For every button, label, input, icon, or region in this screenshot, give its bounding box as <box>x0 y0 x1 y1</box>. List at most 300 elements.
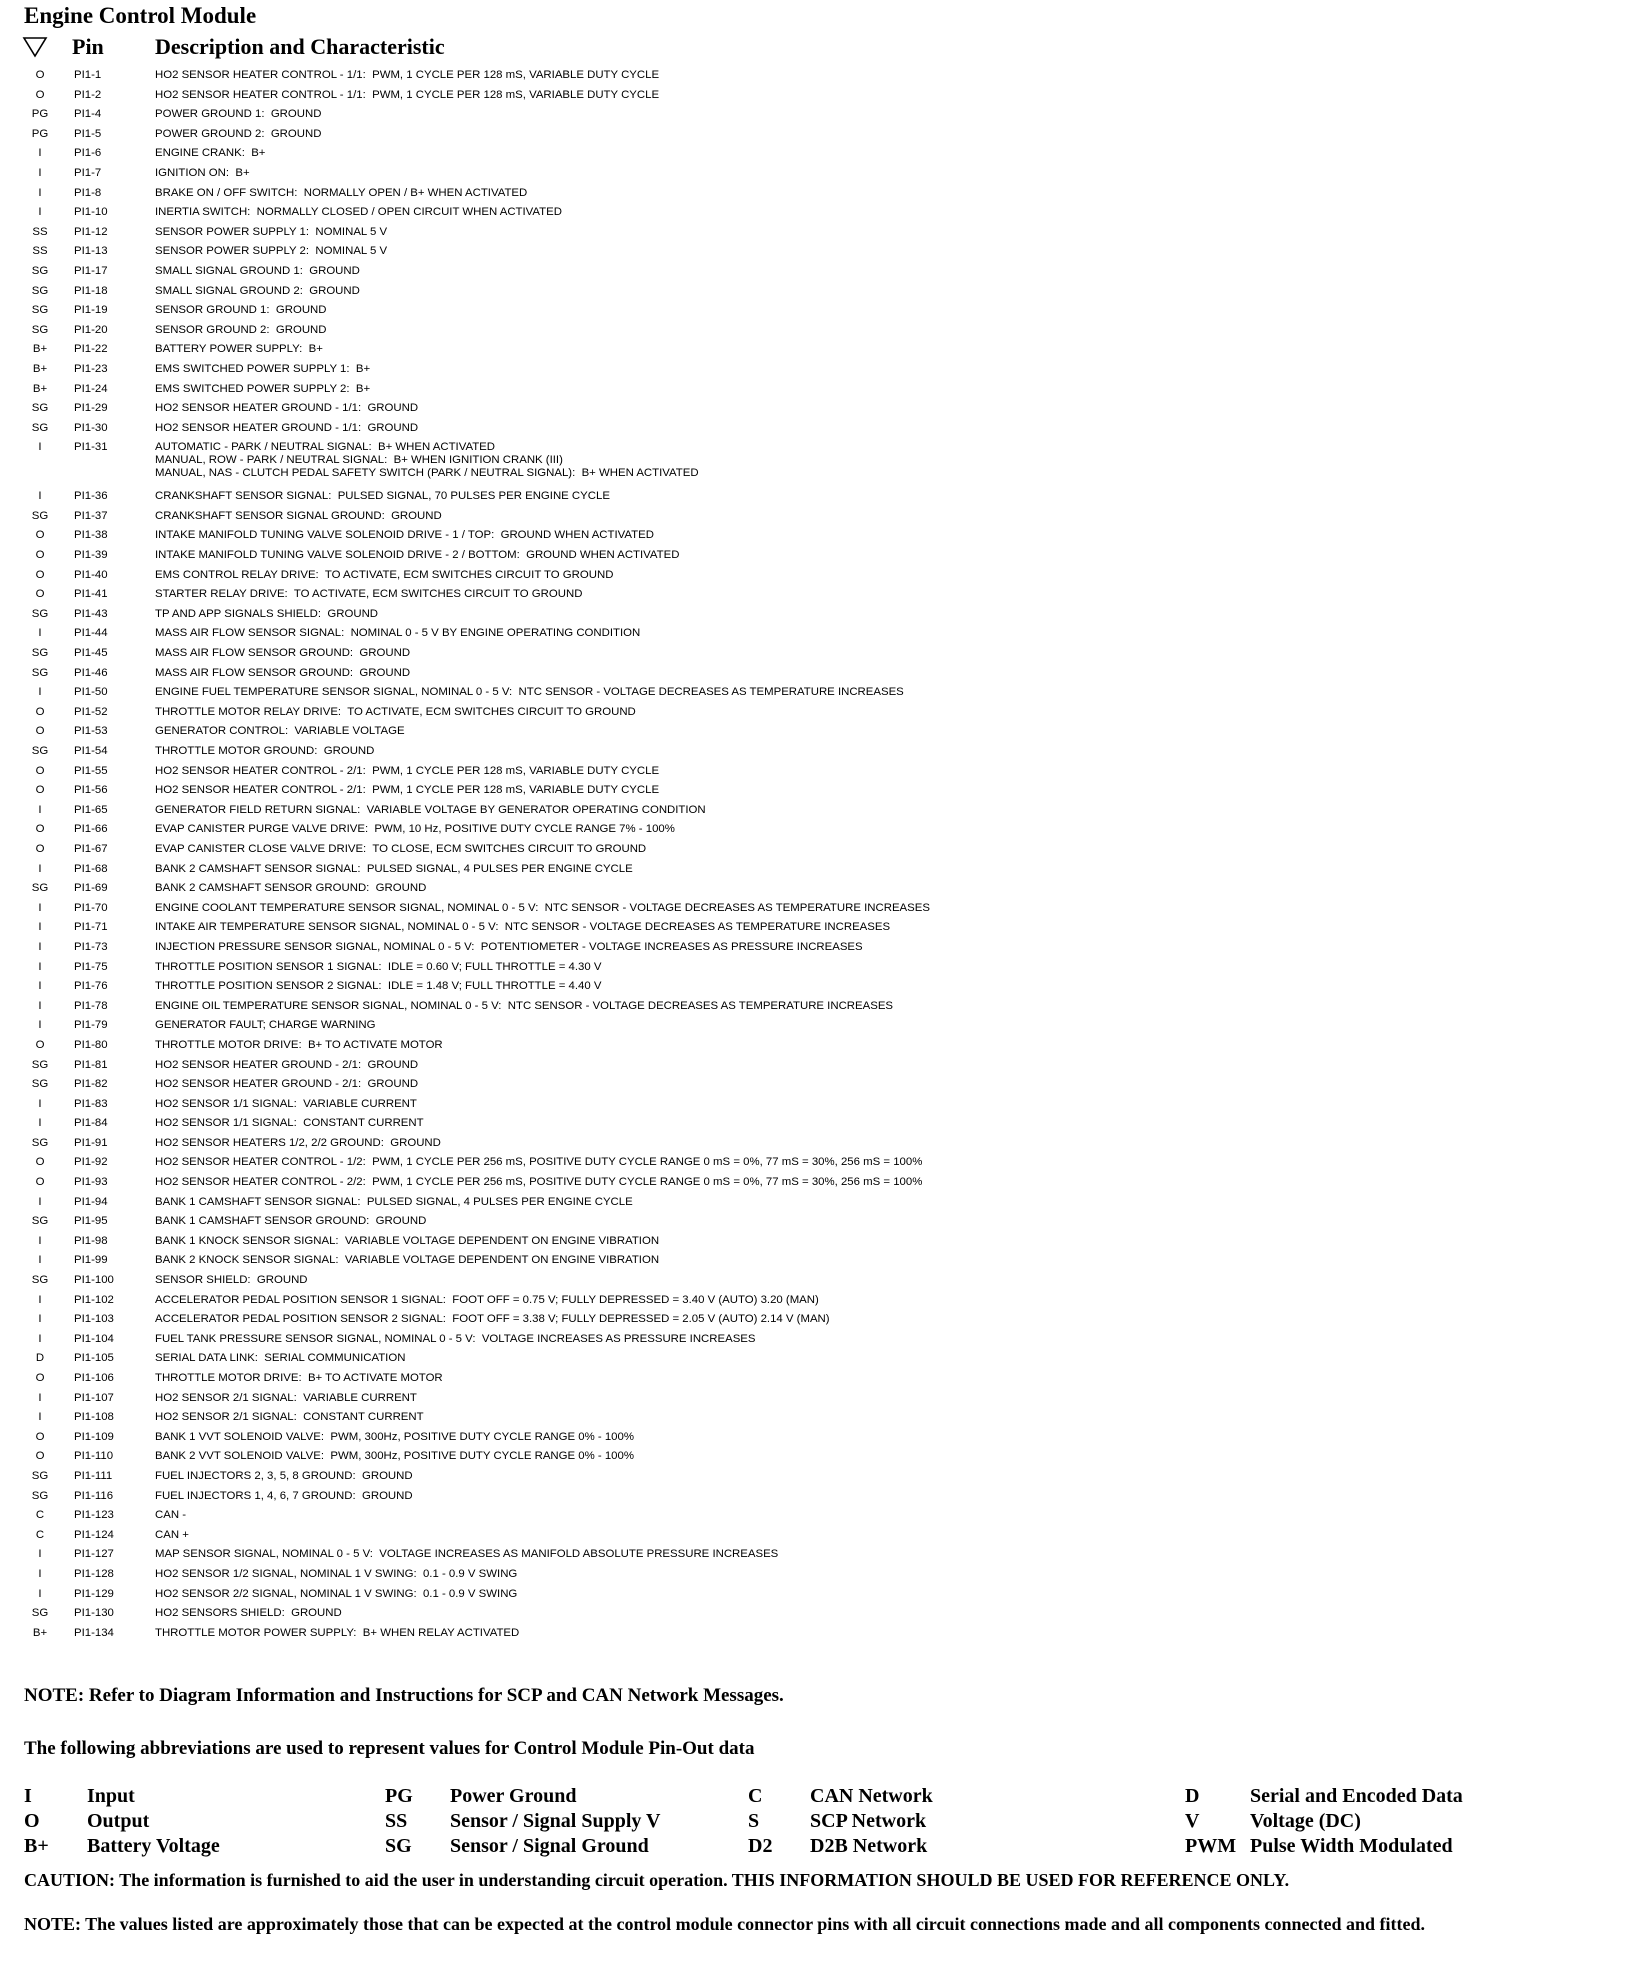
table-row <box>0 781 1632 801</box>
table-row <box>0 438 1632 487</box>
table-row <box>0 203 1632 223</box>
table-row <box>0 1565 1632 1585</box>
pin-type: SG <box>31 1607 49 1620</box>
pin-number: PI1-109 <box>74 1430 114 1443</box>
pin-type: I <box>38 206 42 219</box>
table-row <box>0 66 1632 86</box>
pin-description: GENERATOR CONTROL: VARIABLE VOLTAGE <box>155 725 405 738</box>
pin-type: O <box>35 705 45 718</box>
pin-description: HO2 SENSOR HEATER GROUND - 2/1: GROUND <box>155 1058 419 1071</box>
table-row <box>0 164 1632 184</box>
table-row <box>0 1310 1632 1330</box>
abbreviation-item <box>24 1834 344 1859</box>
pin-description: CRANKSHAFT SENSOR SIGNAL: PULSED SIGNAL, 70 PULSES PER ENGINE CYCLE <box>155 490 610 503</box>
pin-number: PI1-134 <box>74 1626 114 1639</box>
pin-description: EMS CONTROL RELAY DRIVE: TO ACTIVATE, ECM SWITCHES CIRCUIT TO GROUND <box>155 568 614 581</box>
pin-number: PI1-102 <box>74 1293 114 1306</box>
pin-type: O <box>35 1450 45 1463</box>
pin-description: INTAKE AIR TEMPERATURE SENSOR SIGNAL, NOMINAL 0 - 5 V: NTC SENSOR - VOLTAGE DECREASES AS TEMPERATURE INCREASES <box>155 921 891 934</box>
pin-number: PI1-23 <box>74 362 108 375</box>
table-row <box>0 1271 1632 1291</box>
pin-number: PI1-68 <box>74 862 108 875</box>
table-row <box>0 1212 1632 1232</box>
abbreviation-item <box>748 1834 1148 1859</box>
pin-description: HO2 SENSOR 2/1 SIGNAL: VARIABLE CURRENT <box>155 1391 417 1404</box>
pin-description: THROTTLE MOTOR DRIVE: B+ TO ACTIVATE MOTOR <box>155 1038 443 1051</box>
pin-description: CRANKSHAFT SENSOR SIGNAL GROUND: GROUND <box>155 509 442 522</box>
pin-number: PI1-104 <box>74 1332 114 1345</box>
pin-type: SG <box>31 882 49 895</box>
pin-type: I <box>38 490 42 503</box>
table-row <box>0 282 1632 302</box>
abbreviation-item <box>1185 1834 1605 1859</box>
pin-type: I <box>38 960 42 973</box>
pin-number: PI1-73 <box>74 940 108 953</box>
abbreviation-meaning: Sensor / Signal Supply V <box>450 1810 661 1832</box>
table-row <box>0 1232 1632 1252</box>
pin-number: PI1-130 <box>74 1607 114 1620</box>
pin-number: PI1-100 <box>74 1274 114 1287</box>
pin-description: EMS SWITCHED POWER SUPPLY 2: B+ <box>155 382 371 395</box>
abbreviation-meaning: CAN Network <box>810 1785 933 1807</box>
pin-type: I <box>38 1548 42 1561</box>
pin-type: O <box>35 1176 45 1189</box>
pin-description: BANK 2 VVT SOLENOID VALVE: PWM, 300Hz, POSITIVE DUTY CYCLE RANGE 0% - 100% <box>155 1450 634 1463</box>
pin-description: BANK 1 CAMSHAFT SENSOR GROUND: GROUND <box>155 1215 427 1228</box>
pin-number: PI1-94 <box>74 1195 108 1208</box>
pin-number: PI1-50 <box>74 686 108 699</box>
pin-description: SMALL SIGNAL GROUND 1: GROUND <box>155 264 360 277</box>
pin-type: I <box>38 1567 42 1580</box>
table-row <box>0 507 1632 527</box>
table-row <box>0 1251 1632 1271</box>
table-row <box>0 1624 1632 1644</box>
pin-number: PI1-67 <box>74 842 108 855</box>
table-row <box>0 1408 1632 1428</box>
pin-description: SENSOR GROUND 2: GROUND <box>155 323 327 336</box>
pin-type: I <box>38 1117 42 1130</box>
pin-number: PI1-43 <box>74 607 108 620</box>
pin-type: O <box>35 1430 45 1443</box>
table-row <box>0 1114 1632 1134</box>
pin-type: SG <box>31 1078 49 1091</box>
pin-description: THROTTLE MOTOR POWER SUPPLY: B+ WHEN RELAY ACTIVATED <box>155 1626 520 1639</box>
pin-type: O <box>35 842 45 855</box>
table-row <box>0 762 1632 782</box>
abbreviation-meaning: Battery Voltage <box>87 1835 220 1857</box>
pin-type: O <box>35 88 45 101</box>
table-row <box>0 1134 1632 1154</box>
pin-number: PI1-78 <box>74 999 108 1012</box>
table-row <box>0 722 1632 742</box>
pin-description: GENERATOR FIELD RETURN SIGNAL: VARIABLE VOLTAGE BY GENERATOR OPERATING CONDITION <box>155 803 706 816</box>
pin-type: B+ <box>32 362 48 375</box>
pin-description: BANK 1 VVT SOLENOID VALVE: PWM, 300Hz, POSITIVE DUTY CYCLE RANGE 0% - 100% <box>155 1430 634 1443</box>
abbreviation-meaning: Pulse Width Modulated <box>1250 1835 1453 1857</box>
pin-number: PI1-95 <box>74 1215 108 1228</box>
pin-description: MASS AIR FLOW SENSOR GROUND: GROUND <box>155 666 411 679</box>
abbreviation-code: I <box>24 1785 32 1807</box>
abbreviation-item <box>385 1784 735 1809</box>
pin-description: HO2 SENSOR 1/2 SIGNAL, NOMINAL 1 V SWING: 0.1 - 0.9 V SWING <box>155 1567 518 1580</box>
pin-description: SENSOR POWER SUPPLY 2: NOMINAL 5 V <box>155 245 388 258</box>
pin-description: HO2 SENSOR HEATER CONTROL - 1/1: PWM, 1 CYCLE PER 128 mS, VARIABLE DUTY CYCLE <box>155 88 660 101</box>
table-row <box>0 1153 1632 1173</box>
pin-type: SG <box>31 607 49 620</box>
abbreviations-column-3 <box>748 1784 1148 1859</box>
table-row <box>0 1075 1632 1095</box>
pin-description: ACCELERATOR PEDAL POSITION SENSOR 1 SIGNAL: FOOT OFF = 0.75 V; FULLY DEPRESSED = 3.40 V (AUTO) 3.20 (MAN) <box>155 1293 819 1306</box>
table-row <box>0 526 1632 546</box>
abbreviations-intro: The following abbreviations are used to represent values for Control Module Pin-Out data <box>24 1738 755 1759</box>
abbreviation-code: PG <box>385 1785 413 1807</box>
abbreviation-code: B+ <box>24 1835 49 1857</box>
pin-type: I <box>38 1313 42 1326</box>
pin-type: O <box>35 529 45 542</box>
pin-number: PI1-19 <box>74 304 108 317</box>
pin-number: PI1-13 <box>74 245 108 258</box>
pin-type: O <box>35 725 45 738</box>
pin-type: SG <box>31 647 49 660</box>
table-row <box>0 860 1632 880</box>
pin-description: INERTIA SWITCH: NORMALLY CLOSED / OPEN CIRCUIT WHEN ACTIVATED <box>155 206 562 219</box>
table-row <box>0 1447 1632 1467</box>
pin-number: PI1-54 <box>74 745 108 757</box>
pin-type: SG <box>31 745 49 757</box>
column-header-description: Description and Characteristic <box>155 34 445 59</box>
pin-description: HO2 SENSOR HEATER CONTROL - 1/1: PWM, 1 CYCLE PER 128 mS, VARIABLE DUTY CYCLE <box>155 69 660 81</box>
pin-number: PI1-81 <box>74 1058 108 1071</box>
table-row <box>0 938 1632 958</box>
pin-number: PI1-111 <box>74 1469 113 1482</box>
pin-description: TP AND APP SIGNALS SHIELD: GROUND <box>155 607 379 620</box>
pin-number: PI1-40 <box>74 568 108 581</box>
table-row <box>0 1389 1632 1409</box>
pin-type: SG <box>31 1136 49 1149</box>
pin-description: HO2 SENSOR HEATER CONTROL - 2/1: PWM, 1 CYCLE PER 128 mS, VARIABLE DUTY CYCLE <box>155 764 660 777</box>
abbreviation-code: D2 <box>748 1835 773 1857</box>
table-row <box>0 487 1632 507</box>
pin-type: SG <box>31 509 49 522</box>
pin-description: BANK 2 KNOCK SENSOR SIGNAL: VARIABLE VOLTAGE DEPENDENT ON ENGINE VIBRATION <box>155 1254 660 1267</box>
pin-type: I <box>38 147 42 160</box>
table-row <box>0 918 1632 938</box>
table-row <box>0 1291 1632 1311</box>
table-row <box>0 1056 1632 1076</box>
pin-description: ACCELERATOR PEDAL POSITION SENSOR 2 SIGNAL: FOOT OFF = 3.38 V; FULLY DEPRESSED = 2.05 V (AUTO) 2.14 V (MAN) <box>155 1313 830 1326</box>
pin-number: PI1-93 <box>74 1176 108 1189</box>
pin-number: PI1-70 <box>74 901 108 914</box>
pin-number: PI1-1 <box>74 69 102 81</box>
pin-number: PI1-91 <box>74 1136 108 1149</box>
pin-number: PI1-37 <box>74 509 108 522</box>
table-row <box>0 144 1632 164</box>
table-row <box>0 566 1632 586</box>
pin-description: INTAKE MANIFOLD TUNING VALVE SOLENOID DRIVE - 1 / TOP: GROUND WHEN ACTIVATED <box>155 529 654 542</box>
pin-table <box>0 66 1632 1643</box>
table-row <box>0 605 1632 625</box>
pin-number: PI1-8 <box>74 186 102 199</box>
abbreviation-code: S <box>748 1810 760 1832</box>
pin-description: HO2 SENSOR HEATER CONTROL - 2/2: PWM, 1 CYCLE PER 256 mS, POSITIVE DUTY CYCLE RANGE 0 mS = 0%, 77 mS = 30%, 256 mS = 100% <box>155 1176 923 1189</box>
pin-number: PI1-124 <box>74 1528 114 1541</box>
pin-description: HO2 SENSOR 1/1 SIGNAL: CONSTANT CURRENT <box>155 1117 424 1130</box>
pin-description: INTAKE MANIFOLD TUNING VALVE SOLENOID DRIVE - 2 / BOTTOM: GROUND WHEN ACTIVATED <box>155 549 680 562</box>
pin-description: SENSOR SHIELD: GROUND <box>155 1274 308 1287</box>
pin-number: PI1-84 <box>74 1117 108 1130</box>
table-row <box>0 321 1632 341</box>
pin-description: BANK 1 CAMSHAFT SENSOR SIGNAL: PULSED SIGNAL, 4 PULSES PER ENGINE CYCLE <box>155 1195 633 1208</box>
abbreviations-column-2 <box>385 1784 735 1859</box>
pin-number: PI1-22 <box>74 343 108 356</box>
pin-type: O <box>35 823 45 836</box>
pin-number: PI1-18 <box>74 284 108 297</box>
pin-number: PI1-44 <box>74 627 108 640</box>
abbreviation-meaning: Output <box>87 1810 150 1832</box>
pin-type: C <box>35 1509 45 1522</box>
pin-number: PI1-36 <box>74 490 108 503</box>
table-row <box>0 1349 1632 1369</box>
abbreviation-code: C <box>748 1785 763 1807</box>
pin-type: SG <box>31 666 49 679</box>
pin-number: PI1-29 <box>74 402 108 415</box>
pin-number: PI1-92 <box>74 1156 108 1169</box>
pin-description: THROTTLE MOTOR GROUND: GROUND <box>155 745 375 757</box>
pin-type: O <box>35 1038 45 1051</box>
abbreviation-meaning: D2B Network <box>810 1835 928 1857</box>
pin-description: MASS AIR FLOW SENSOR GROUND: GROUND <box>155 647 411 660</box>
pin-number: PI1-66 <box>74 823 108 836</box>
abbreviation-item <box>748 1809 1148 1834</box>
pin-type: C <box>35 1528 45 1541</box>
table-row <box>0 184 1632 204</box>
pin-type: SG <box>31 264 49 277</box>
pin-number: PI1-116 <box>74 1489 114 1502</box>
table-row <box>0 301 1632 321</box>
pin-type: SG <box>31 1274 49 1287</box>
pin-number: PI1-45 <box>74 647 108 660</box>
table-row <box>0 1604 1632 1624</box>
abbreviation-meaning: Serial and Encoded Data <box>1250 1785 1463 1807</box>
table-row <box>0 997 1632 1017</box>
table-row <box>0 360 1632 380</box>
pin-description: HO2 SENSOR 2/2 SIGNAL, NOMINAL 1 V SWING: 0.1 - 0.9 V SWING <box>155 1587 518 1600</box>
pin-description: HO2 SENSOR HEATER GROUND - 2/1: GROUND <box>155 1078 419 1091</box>
pin-description: HO2 SENSOR HEATER CONTROL - 2/1: PWM, 1 CYCLE PER 128 mS, VARIABLE DUTY CYCLE <box>155 784 660 797</box>
pin-number: PI1-5 <box>74 127 102 140</box>
pin-type: I <box>38 1019 42 1032</box>
abbreviations-column-4 <box>1185 1784 1605 1859</box>
pin-type: O <box>35 1372 45 1384</box>
pin-number: PI1-4 <box>74 108 102 121</box>
pin-number: PI1-39 <box>74 549 108 562</box>
table-row <box>0 1585 1632 1605</box>
pin-number: PI1-83 <box>74 1097 108 1110</box>
table-row <box>0 546 1632 566</box>
pin-type: I <box>38 980 42 993</box>
pin-type: I <box>38 1587 42 1600</box>
pin-number: PI1-71 <box>74 921 108 934</box>
pin-number: PI1-127 <box>74 1548 114 1561</box>
pin-description: EMS SWITCHED POWER SUPPLY 1: B+ <box>155 362 371 375</box>
values-note: NOTE: The values listed are approximately those that can be expected at the control module connector pins with all circuit connections made and all components connected and fitted. <box>24 1914 1425 1934</box>
pin-description: POWER GROUND 2: GROUND <box>155 127 322 140</box>
abbreviation-meaning: Power Ground <box>450 1785 577 1807</box>
table-row <box>0 820 1632 840</box>
pin-number: PI1-31 <box>74 441 108 454</box>
table-row <box>0 105 1632 125</box>
pin-description: SENSOR GROUND 1: GROUND <box>155 304 327 317</box>
pin-number: PI1-10 <box>74 206 108 219</box>
pin-description: THROTTLE MOTOR RELAY DRIVE: TO ACTIVATE, ECM SWITCHES CIRCUIT TO GROUND <box>155 705 636 718</box>
pin-number: PI1-69 <box>74 882 108 895</box>
pin-type: SG <box>31 304 49 317</box>
table-row <box>0 242 1632 262</box>
abbreviation-item <box>24 1784 344 1809</box>
table-row <box>0 223 1632 243</box>
pin-type: I <box>38 901 42 914</box>
pin-number: PI1-38 <box>74 529 108 542</box>
pin-type: B+ <box>32 343 48 356</box>
pin-type: SG <box>31 1058 49 1071</box>
pin-description: HO2 SENSORS SHIELD: GROUND <box>155 1607 342 1620</box>
pin-description: THROTTLE MOTOR DRIVE: B+ TO ACTIVATE MOTOR <box>155 1372 443 1384</box>
table-row <box>0 86 1632 106</box>
abbreviation-code: V <box>1185 1810 1200 1832</box>
pin-number: PI1-107 <box>74 1391 114 1404</box>
table-row <box>0 879 1632 899</box>
pin-type: O <box>35 764 45 777</box>
table-row <box>0 958 1632 978</box>
pin-number: PI1-41 <box>74 588 108 601</box>
pin-type: I <box>38 1332 42 1345</box>
pin-number: PI1-98 <box>74 1234 108 1247</box>
pin-description: INJECTION PRESSURE SENSOR SIGNAL, NOMINAL 0 - 5 V: POTENTIOMETER - VOLTAGE INCREASES AS PRESSURE INCREASES <box>155 940 863 953</box>
table-row <box>0 683 1632 703</box>
pin-type: I <box>38 186 42 199</box>
pin-type: B+ <box>32 1626 48 1639</box>
caution-note: CAUTION: The information is furnished to aid the user in understanding circuit operation. THIS INFORMATION SHOULD BE USED FOR REFERENCE ONLY. <box>24 1870 1290 1890</box>
table-row <box>0 977 1632 997</box>
abbreviation-code: D <box>1185 1785 1200 1807</box>
network-note: NOTE: Refer to Diagram Information and Instructions for SCP and CAN Network Messages. <box>24 1685 784 1706</box>
abbreviation-item <box>385 1809 735 1834</box>
pin-type: I <box>38 1195 42 1208</box>
table-row <box>0 1526 1632 1546</box>
pin-number: PI1-99 <box>74 1254 108 1267</box>
abbreviation-item <box>1185 1809 1605 1834</box>
table-row <box>0 419 1632 439</box>
pin-type: I <box>38 627 42 640</box>
pin-type: O <box>35 69 45 81</box>
pin-type: PG <box>31 108 49 121</box>
table-row <box>0 262 1632 282</box>
table-row <box>0 1467 1632 1487</box>
pin-description: CAN + <box>155 1528 189 1541</box>
pin-description: STARTER RELAY DRIVE: TO ACTIVATE, ECM SWITCHES CIRCUIT TO GROUND <box>155 588 583 601</box>
pin-number: PI1-75 <box>74 960 108 973</box>
pin-type: I <box>38 999 42 1012</box>
pin-number: PI1-103 <box>74 1313 114 1326</box>
pin-type: I <box>38 921 42 934</box>
pin-number: PI1-52 <box>74 705 108 718</box>
pin-number: PI1-2 <box>74 88 102 101</box>
table-row <box>0 125 1632 145</box>
pin-number: PI1-56 <box>74 784 108 797</box>
table-row <box>0 1487 1632 1507</box>
pin-description: HO2 SENSOR HEATERS 1/2, 2/2 GROUND: GROUND <box>155 1136 441 1149</box>
pin-number: PI1-20 <box>74 323 108 336</box>
pin-description: FUEL INJECTORS 1, 4, 6, 7 GROUND: GROUND <box>155 1489 413 1502</box>
pin-type: I <box>38 862 42 875</box>
pin-description: AUTOMATIC - PARK / NEUTRAL SIGNAL: B+ WHEN ACTIVATED MANUAL, ROW - PARK / NEUTRAL SIGNAL: B+ WHEN IGNITION CRANK (III) MANUAL, NAS - CLUTCH PEDAL SAFETY SWITCH (PARK / NEUTRAL SIGNAL): B+ WHEN ACTIVATED <box>155 441 699 480</box>
table-row <box>0 840 1632 860</box>
pin-description: GENERATOR FAULT; CHARGE WARNING <box>155 1019 376 1032</box>
table-row <box>0 664 1632 684</box>
pin-type: I <box>38 1254 42 1267</box>
pin-type: SG <box>31 421 49 434</box>
pin-type: I <box>38 1411 42 1424</box>
table-row <box>0 742 1632 762</box>
pin-type: O <box>35 549 45 562</box>
pin-description: ENGINE OIL TEMPERATURE SENSOR SIGNAL, NOMINAL 0 - 5 V: NTC SENSOR - VOLTAGE DECREASES AS TEMPERATURE INCREASES <box>155 999 894 1012</box>
pin-description: THROTTLE POSITION SENSOR 1 SIGNAL: IDLE = 0.60 V; FULL THROTTLE = 4.30 V <box>155 960 602 973</box>
pin-description: CAN - <box>155 1509 187 1522</box>
pin-number: PI1-12 <box>74 225 108 238</box>
pin-description: BANK 2 CAMSHAFT SENSOR SIGNAL: PULSED SIGNAL, 4 PULSES PER ENGINE CYCLE <box>155 862 633 875</box>
pin-number: PI1-82 <box>74 1078 108 1091</box>
pin-type: SG <box>31 284 49 297</box>
table-header <box>0 34 1632 62</box>
pin-type: I <box>38 441 42 454</box>
pin-number: PI1-17 <box>74 264 108 277</box>
pin-type: O <box>35 588 45 601</box>
pin-type: SS <box>32 225 48 238</box>
abbreviation-meaning: SCP Network <box>810 1810 927 1832</box>
pin-type: I <box>38 1234 42 1247</box>
pin-type: I <box>38 940 42 953</box>
abbreviation-meaning: Sensor / Signal Ground <box>450 1835 649 1857</box>
table-row <box>0 1193 1632 1213</box>
table-row <box>0 1095 1632 1115</box>
pin-description: BATTERY POWER SUPPLY: B+ <box>155 343 323 356</box>
table-row <box>0 1036 1632 1056</box>
pin-number: PI1-123 <box>74 1509 114 1522</box>
pin-type: I <box>38 1097 42 1110</box>
pin-description: FUEL TANK PRESSURE SENSOR SIGNAL, NOMINAL 0 - 5 V: VOLTAGE INCREASES AS PRESSURE INCREASES <box>155 1332 756 1345</box>
pin-description: SMALL SIGNAL GROUND 2: GROUND <box>155 284 360 297</box>
pin-description: THROTTLE POSITION SENSOR 2 SIGNAL: IDLE = 1.48 V; FULL THROTTLE = 4.40 V <box>155 980 602 993</box>
abbreviation-item <box>748 1784 1148 1809</box>
pin-description: ENGINE FUEL TEMPERATURE SENSOR SIGNAL, NOMINAL 0 - 5 V: NTC SENSOR - VOLTAGE DECREASES AS TEMPERATURE INCREASES <box>155 686 904 699</box>
pin-description: HO2 SENSOR 2/1 SIGNAL: CONSTANT CURRENT <box>155 1411 424 1424</box>
column-header-pin: Pin <box>72 34 104 59</box>
table-row <box>0 1173 1632 1193</box>
pin-number: PI1-128 <box>74 1567 114 1580</box>
abbreviation-code: PWM <box>1185 1835 1237 1857</box>
table-row <box>0 380 1632 400</box>
abbreviation-code: O <box>24 1810 40 1832</box>
pin-description: HO2 SENSOR HEATER GROUND - 1/1: GROUND <box>155 402 419 415</box>
pin-type: I <box>38 1391 42 1404</box>
pin-description: BRAKE ON / OFF SWITCH: NORMALLY OPEN / B+ WHEN ACTIVATED <box>155 186 528 199</box>
pin-type: SG <box>31 1215 49 1228</box>
pin-description: HO2 SENSOR HEATER GROUND - 1/1: GROUND <box>155 421 419 434</box>
pin-description: EVAP CANISTER CLOSE VALVE DRIVE: TO CLOSE, ECM SWITCHES CIRCUIT TO GROUND <box>155 842 647 855</box>
pin-number: PI1-80 <box>74 1038 108 1051</box>
pin-type: PG <box>31 127 49 140</box>
table-row <box>0 1545 1632 1565</box>
